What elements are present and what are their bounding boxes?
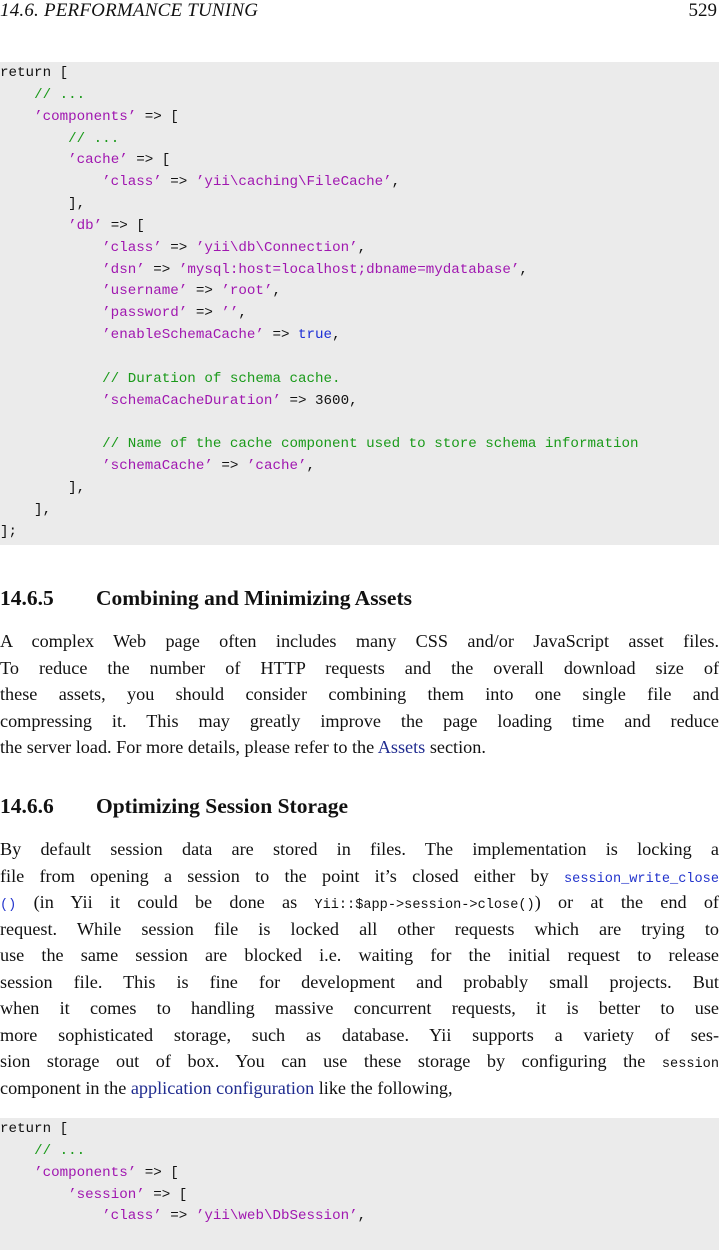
- code-text: => [: [136, 1164, 179, 1181]
- inline-link[interactable]: Assets: [377, 737, 426, 757]
- code-string: ’mysql:host=localhost;dbname=mydatabase’: [178, 261, 520, 278]
- code-line: [0, 413, 719, 435]
- paragraph-assets: [0, 628, 719, 761]
- text-run: use the same session are blocked i.e. waiting for the initial request to release: [0, 945, 719, 965]
- code-string: ’yii\db\Connection’: [195, 239, 358, 256]
- code-line: [0, 172, 719, 194]
- code-text: =>: [212, 458, 247, 475]
- code-text: [0, 240, 102, 256]
- text-line: [0, 1075, 719, 1102]
- code-string: ’session’: [68, 1186, 145, 1203]
- code-text: [0, 458, 102, 474]
- code-text: ,: [332, 327, 341, 344]
- code-line: [0, 1185, 719, 1207]
- text-line: [0, 655, 719, 682]
- code-text: ,: [357, 239, 367, 256]
- code-block-db-cache: [0, 62, 719, 545]
- text-run: sion storage out of box. You can use these storage by configuring the: [0, 1051, 662, 1071]
- code-line: [0, 522, 719, 544]
- code-string: ’username’: [102, 283, 188, 300]
- code-text: ],: [0, 501, 52, 518]
- code-text: [0, 436, 102, 452]
- code-block-db-session: [0, 1118, 719, 1250]
- code-line: [0, 129, 719, 151]
- code-line: [0, 260, 719, 282]
- code-string: ’’: [221, 305, 239, 322]
- code-text: ],: [0, 196, 86, 213]
- code-text: => [: [136, 108, 179, 125]
- text-run: these assets, you should consider combining them into one single file and: [0, 684, 719, 704]
- code-string: ’schemaCache’: [102, 458, 213, 475]
- code-text: [0, 393, 102, 409]
- code-text: =>: [161, 1208, 196, 1225]
- code-string: ’root’: [221, 283, 273, 300]
- code-text: [0, 1143, 34, 1159]
- code-text: =>: [144, 261, 179, 278]
- code-line: [0, 1163, 719, 1185]
- text-line: [0, 734, 719, 761]
- code-text: ],: [0, 480, 86, 497]
- code-text: ];: [0, 523, 18, 540]
- code-comment: // ...: [68, 130, 120, 147]
- code-text: [0, 1187, 68, 1203]
- code-text: => [: [102, 217, 145, 234]
- text-line: [0, 863, 719, 890]
- section-heading-assets: [0, 586, 412, 611]
- text-run: (in Yii it could be done as: [16, 892, 315, 912]
- code-text: [0, 218, 68, 234]
- code-text: ,: [238, 305, 247, 322]
- text-line: [0, 916, 719, 943]
- text-run: the server load. For more details, please refer to the: [0, 737, 378, 757]
- text-line: [0, 836, 719, 863]
- text-run: ) or at the end of: [534, 892, 719, 912]
- inline-link[interactable]: (): [0, 898, 17, 913]
- code-text: => [: [144, 1186, 188, 1203]
- code-text: ,: [519, 261, 528, 278]
- code-text: [0, 1208, 102, 1224]
- code-string: ’yii\caching\FileCache’: [195, 174, 392, 191]
- text-run: request. While session file is locked all other requests which are trying to: [0, 918, 719, 939]
- code-line: [0, 63, 719, 85]
- text-line: [0, 969, 719, 996]
- code-string: ’enableSchemaCache’: [102, 327, 264, 344]
- section-number: 14.6.6: [0, 794, 54, 818]
- code-line: [0, 150, 719, 172]
- text-line: [0, 708, 719, 735]
- code-text: [0, 174, 102, 190]
- code-text: [0, 283, 102, 299]
- code-line: [0, 303, 719, 325]
- text-run: To reduce the number of HTTP requests and the overall download size of: [0, 657, 719, 678]
- text-run: By default session data are stored in files. The implementation is locking a: [0, 839, 719, 859]
- text-line: [0, 1022, 719, 1049]
- code-line: [0, 238, 719, 260]
- code-text: [0, 305, 102, 321]
- code-line: [0, 347, 719, 369]
- page-header: [0, 0, 719, 24]
- inline-code: Yii::$app->session->close(): [314, 898, 535, 913]
- code-line: [0, 194, 719, 216]
- code-line: [0, 1206, 719, 1228]
- code-text: return [: [0, 1121, 69, 1137]
- code-comment: // Duration of schema cache.: [102, 370, 341, 387]
- code-comment: // Name of the cache component used to store schema information: [102, 436, 639, 453]
- code-string: ’components’: [34, 108, 137, 125]
- code-string: ’components’: [34, 1164, 137, 1181]
- code-line: [0, 456, 719, 478]
- paragraph-session: [0, 836, 719, 1101]
- text-run: compressing it. This may greatly improve the page loading time and reduce: [0, 710, 719, 731]
- code-string: ’password’: [102, 305, 188, 322]
- text-run: component in the: [0, 1077, 131, 1098]
- text-line: [0, 995, 719, 1022]
- text-run: A complex Web page often includes many CSS and/or JavaScript asset files.: [0, 631, 719, 651]
- text-run: session file. This is fine for development and probably small projects. But: [0, 971, 719, 992]
- code-text: [0, 109, 34, 125]
- text-line: [0, 942, 719, 969]
- code-text: =>: [161, 239, 196, 256]
- inline-code: session: [661, 1057, 719, 1072]
- code-text: =>: [187, 305, 222, 322]
- code-comment: // ...: [34, 86, 86, 103]
- section-title: Optimizing Session Storage: [96, 794, 349, 818]
- code-line: [0, 369, 719, 391]
- text-line: [0, 889, 719, 916]
- code-string: ’cache’: [68, 152, 128, 169]
- text-run: section.: [425, 737, 486, 757]
- code-text: => 3600,: [280, 392, 358, 409]
- text-run: like the following,: [314, 1077, 453, 1098]
- code-string: ’yii\web\DbSession’: [195, 1208, 358, 1225]
- code-line: [0, 325, 719, 347]
- code-line: [0, 85, 719, 107]
- text-line: [0, 681, 719, 708]
- code-line: [0, 1119, 719, 1141]
- code-text: [0, 327, 102, 343]
- code-line: [0, 391, 719, 413]
- code-text: [0, 131, 68, 147]
- text-line: [0, 1048, 719, 1075]
- inline-link[interactable]: application configuration: [130, 1077, 315, 1098]
- code-text: [0, 262, 102, 278]
- code-text: [0, 152, 68, 168]
- code-text: ,: [391, 174, 401, 191]
- code-comment: // ...: [34, 1142, 86, 1159]
- code-line: [0, 216, 719, 238]
- code-string: ’class’: [102, 174, 162, 191]
- code-text: =>: [263, 327, 298, 344]
- code-string: ’class’: [102, 239, 162, 256]
- code-string: ’db’: [68, 217, 103, 234]
- code-line: [0, 281, 719, 303]
- section-heading-session: [0, 794, 348, 819]
- code-line: [0, 434, 719, 456]
- text-run: more sophisticated storage, such as database. Yii supports a variety of ses-: [0, 1024, 719, 1045]
- text-run: file from opening a session to the point it’s closed either by: [0, 865, 564, 886]
- inline-link[interactable]: session_write_close: [564, 871, 719, 887]
- code-line: [0, 1141, 719, 1163]
- code-text: [0, 371, 102, 387]
- code-string: ’schemaCacheDuration’: [102, 392, 281, 409]
- section-number: 14.6.5: [0, 586, 54, 610]
- code-line: [0, 107, 719, 129]
- running-head: 14.6. PERFORMANCE TUNING: [0, 0, 259, 21]
- code-text: ,: [357, 1208, 367, 1225]
- code-text: => [: [127, 152, 171, 169]
- code-text: =>: [161, 174, 196, 191]
- code-text: [0, 87, 34, 103]
- text-run: when it comes to handling massive concurrent requests, it is better to use: [0, 998, 719, 1018]
- code-literal: true: [298, 327, 333, 344]
- page-number: 529: [688, 0, 717, 21]
- code-text: =>: [187, 283, 222, 300]
- code-text: ,: [306, 458, 316, 475]
- code-string: ’cache’: [246, 458, 307, 475]
- code-string: ’dsn’: [102, 261, 145, 278]
- code-text: ,: [272, 283, 281, 300]
- code-text: [0, 1165, 34, 1181]
- section-title: Combining and Minimizing Assets: [96, 586, 412, 610]
- code-line: [0, 478, 719, 500]
- text-line: [0, 628, 719, 655]
- code-line: [0, 500, 719, 522]
- code-text: return [: [0, 65, 69, 81]
- code-string: ’class’: [102, 1208, 162, 1225]
